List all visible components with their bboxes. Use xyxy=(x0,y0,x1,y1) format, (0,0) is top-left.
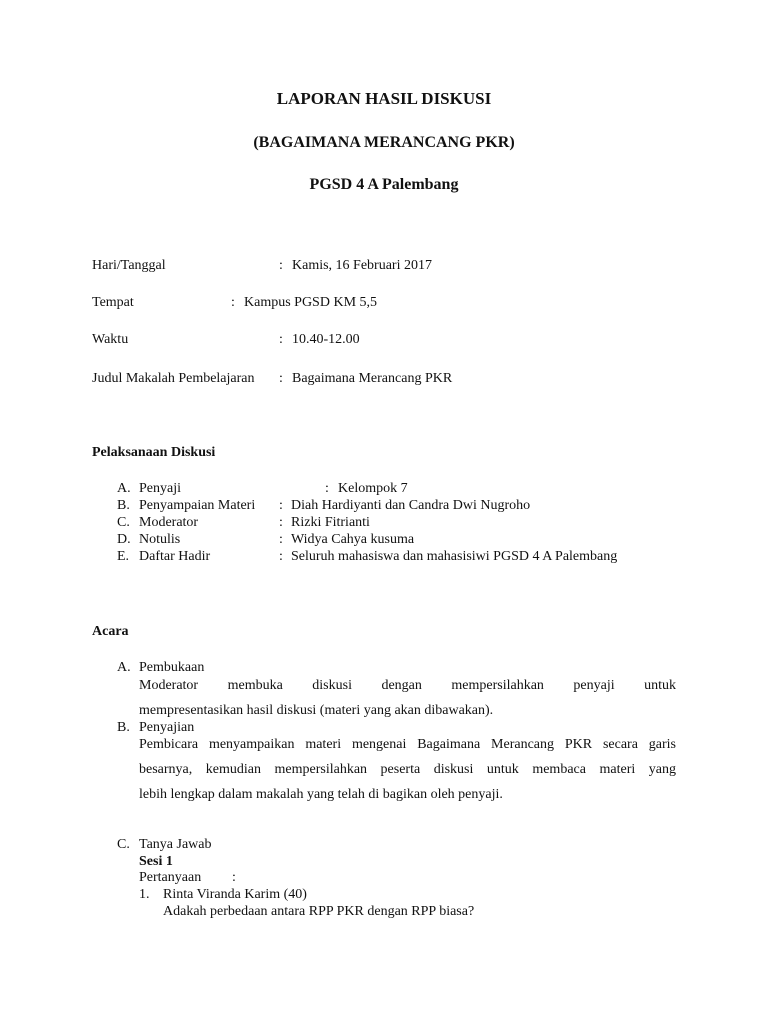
info-label: Tempat xyxy=(92,295,134,310)
list-label: Penyaji xyxy=(139,481,181,496)
list-colon: : xyxy=(279,515,283,530)
list-letter: B. xyxy=(117,498,130,513)
info-value: Kamis, 16 Februari 2017 xyxy=(292,258,432,273)
acara-title: Penyajian xyxy=(139,720,195,735)
paragraph-line: Pembicara menyampaikan materi mengenai Bagaimana Merancang PKR secara garis xyxy=(139,737,676,752)
question-text: Adakah perbedaan antara RPP PKR dengan RPP biasa? xyxy=(163,904,475,919)
list-colon: : xyxy=(279,498,283,513)
paragraph-line: mempresentasikan hasil diskusi (materi yang akan dibawakan). xyxy=(139,703,494,718)
acara-letter: A. xyxy=(117,660,131,675)
class-name: PGSD 4 A Palembang xyxy=(309,176,459,193)
list-label: Notulis xyxy=(139,532,181,547)
list-label: Moderator xyxy=(139,515,199,530)
acara-title: Tanya Jawab xyxy=(139,837,212,852)
list-label: Daftar Hadir xyxy=(139,549,211,564)
list-label: Penyampaian Materi xyxy=(139,498,256,513)
info-colon: : xyxy=(279,332,283,347)
question-number: 1. xyxy=(139,887,150,902)
info-label: Waktu xyxy=(92,332,129,347)
acara-heading: Acara xyxy=(92,624,129,639)
list-colon: : xyxy=(279,549,283,564)
info-colon: : xyxy=(279,258,283,273)
list-letter: A. xyxy=(117,481,131,496)
session-label: Sesi 1 xyxy=(139,854,173,869)
question-label: Pertanyaan xyxy=(139,870,202,885)
document-title: LAPORAN HASIL DISKUSI xyxy=(276,89,492,108)
paragraph-line: besarnya, kemudian mempersilahkan peserta diskusi untuk membaca materi yang xyxy=(139,762,676,777)
list-colon: : xyxy=(279,532,283,547)
info-colon: : xyxy=(231,295,235,310)
questioner-name: Rinta Viranda Karim (40) xyxy=(163,887,307,902)
document-subtitle: (BAGAIMANA MERANCANG PKR) xyxy=(253,134,515,151)
list-value: Widya Cahya kusuma xyxy=(291,532,415,547)
question-colon: : xyxy=(232,870,236,885)
list-letter: D. xyxy=(117,532,131,547)
acara-title: Pembukaan xyxy=(139,660,205,675)
list-value: Seluruh mahasiswa dan mahasisiwi PGSD 4 A Palembang xyxy=(291,549,618,564)
paragraph-line: Moderator membuka diskusi dengan mempersilahkan penyaji untuk xyxy=(139,678,676,693)
info-label: Judul Makalah Pembelajaran xyxy=(92,371,255,386)
info-value: Kampus PGSD KM 5,5 xyxy=(244,295,378,310)
paragraph-line: lebih lengkap dalam makalah yang telah di bagikan oleh penyaji. xyxy=(139,787,503,802)
info-label: Hari/Tanggal xyxy=(92,258,166,273)
list-value: Kelompok 7 xyxy=(338,481,408,496)
list-letter: E. xyxy=(117,549,130,564)
info-value: Bagaimana Merancang PKR xyxy=(292,371,453,386)
info-colon: : xyxy=(279,371,283,386)
list-value: Diah Hardiyanti dan Candra Dwi Nugroho xyxy=(291,498,531,513)
acara-letter: B. xyxy=(117,720,130,735)
info-value: 10.40-12.00 xyxy=(292,332,360,347)
acara-letter: C. xyxy=(117,837,130,852)
list-colon: : xyxy=(325,481,329,496)
list-value: Rizki Fitrianti xyxy=(291,515,370,530)
list-letter: C. xyxy=(117,515,130,530)
pelaksanaan-heading: Pelaksanaan Diskusi xyxy=(92,445,216,460)
